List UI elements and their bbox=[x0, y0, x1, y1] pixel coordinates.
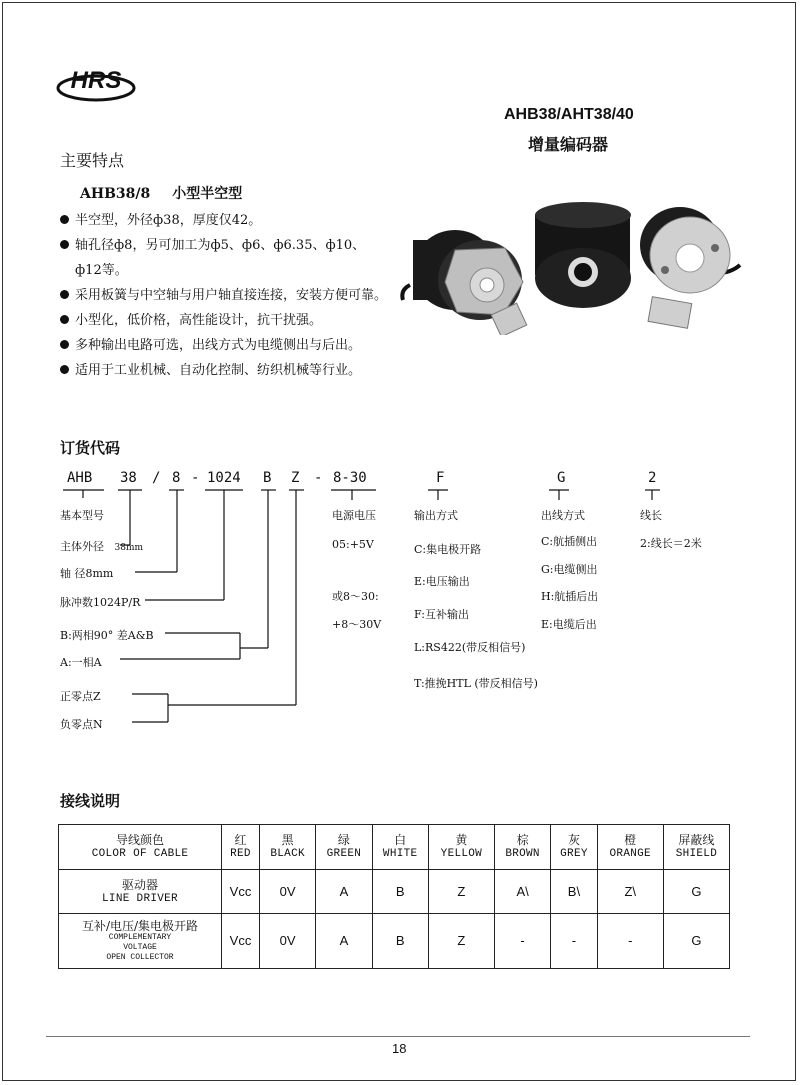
table-cell: Z bbox=[428, 870, 494, 914]
cable-exit-option: H:航插后出 bbox=[541, 590, 599, 603]
code-label-zero-positive: 正零点Z bbox=[60, 690, 101, 703]
cable-exit-option: G:电缆侧出 bbox=[541, 563, 598, 576]
code-segment: 8 bbox=[172, 470, 181, 486]
code-segment: B bbox=[263, 470, 272, 486]
table-cell: Vcc bbox=[222, 914, 260, 969]
code-segment: Z bbox=[291, 470, 300, 486]
code-separator: - bbox=[191, 470, 200, 486]
table-cell: A bbox=[316, 914, 372, 969]
features-model: AHB38/8 bbox=[80, 186, 151, 202]
code-segment: 1024 bbox=[207, 470, 241, 486]
header-cell: 白 WHITE bbox=[372, 825, 428, 870]
feature-item: 小型化，低价格，高性能设计，抗干扰强。 bbox=[60, 309, 322, 328]
voltage-heading: 电源电压 bbox=[332, 509, 376, 522]
code-label-pulse: 脉冲数1024P/R bbox=[60, 596, 141, 609]
table-cell: G bbox=[663, 870, 729, 914]
table-cell: Z bbox=[428, 914, 494, 969]
voltage-option: 05:+5V bbox=[332, 538, 374, 551]
table-row bbox=[59, 870, 730, 914]
output-option: C:集电极开路 bbox=[414, 543, 482, 556]
code-label-outer-diameter: 主体外径 38mm bbox=[60, 540, 144, 553]
table-cell: B bbox=[372, 914, 428, 969]
page-number: 18 bbox=[392, 1041, 407, 1056]
product-model-title: AHB38/AHT38/40 bbox=[504, 106, 634, 123]
table-cell: A\ bbox=[494, 870, 550, 914]
output-option: L:RS422(带反相信号) bbox=[414, 641, 526, 654]
table-cell: - bbox=[494, 914, 550, 969]
table-cell: 0V bbox=[259, 870, 315, 914]
header-cell: 棕 BROWN bbox=[494, 825, 550, 870]
header-cell: 绿 GREEN bbox=[316, 825, 372, 870]
wiring-table bbox=[58, 824, 730, 969]
code-label-base-model: 基本型号 bbox=[60, 509, 104, 522]
code-separator: / bbox=[152, 470, 161, 486]
code-separator: - bbox=[314, 470, 323, 486]
code-segment: G bbox=[557, 470, 566, 486]
voltage-option: +8～30V bbox=[332, 618, 382, 631]
output-option: F:互补输出 bbox=[414, 608, 469, 621]
code-label-shaft: 轴 径8mm bbox=[60, 567, 114, 580]
header-cell: 黑 BLACK bbox=[259, 825, 315, 870]
table-cell: Z\ bbox=[597, 870, 663, 914]
table-cell: Vcc bbox=[222, 870, 260, 914]
header-cell: 黄 YELLOW bbox=[428, 825, 494, 870]
feature-item: 轴孔径ф8，另可加工为ф5、ф6、ф6.35、ф10、 bbox=[60, 234, 365, 253]
output-option: E:电压输出 bbox=[414, 575, 470, 588]
features-heading: 主要特点 bbox=[60, 151, 125, 170]
row-label-cell: 互补/电压/集电极开路 COMPLEMENTARY VOLTAGE OPEN COLLECTOR bbox=[59, 914, 222, 969]
feature-item-continued: ф12等。 bbox=[75, 263, 128, 278]
output-heading: 输出方式 bbox=[414, 509, 458, 522]
code-label-phase-a: A:一相A bbox=[60, 656, 102, 669]
output-option: T:推挽HTL (带反相信号) bbox=[414, 677, 538, 690]
code-label-zero-negative: 负零点N bbox=[60, 718, 103, 731]
table-cell: B\ bbox=[551, 870, 597, 914]
table-row bbox=[59, 914, 730, 969]
cable-length-heading: 线长 bbox=[640, 509, 662, 522]
brand-logo-text: HRS bbox=[70, 67, 122, 94]
feature-item: 采用板簧与中空轴与用户轴直接连接，安装方便可靠。 bbox=[60, 284, 387, 303]
header-cell: 屏蔽线 SHIELD bbox=[663, 825, 729, 870]
cable-exit-heading: 出线方式 bbox=[541, 509, 585, 522]
header-cell: 橙 ORANGE bbox=[597, 825, 663, 870]
feature-item: 多种输出电路可选，出线方式为电缆侧出与后出。 bbox=[60, 334, 361, 353]
cable-exit-option: E:电缆后出 bbox=[541, 618, 597, 631]
cable-length-option: 2:线长＝2米 bbox=[640, 537, 702, 550]
code-segment: 38 bbox=[120, 470, 137, 486]
voltage-option: 或8～30: bbox=[332, 590, 379, 603]
header-cell: 导线颜色 COLOR OF CABLE bbox=[59, 825, 222, 870]
table-cell: - bbox=[551, 914, 597, 969]
code-segment: 8-30 bbox=[333, 470, 367, 486]
cable-exit-option: C:航插侧出 bbox=[541, 535, 598, 548]
row-label-cell: 驱动器 LINE DRIVER bbox=[59, 870, 222, 914]
table-cell: 0V bbox=[259, 914, 315, 969]
product-type-title: 增量编码器 bbox=[528, 137, 609, 154]
code-segment: AHB bbox=[67, 470, 93, 486]
wiring-heading: 接线说明 bbox=[60, 793, 121, 810]
feature-item: 适用于工业机械、自动化控制、纺织机械等行业。 bbox=[60, 359, 361, 378]
header-cell: 灰 GREY bbox=[551, 825, 597, 870]
table-cell: G bbox=[663, 914, 729, 969]
table-row bbox=[59, 825, 730, 870]
code-label-phase-b: B:两相90° 差A&B bbox=[60, 629, 154, 642]
feature-item: 半空型，外径ф38，厚度仅42。 bbox=[60, 209, 261, 228]
features-type: 小型半空型 bbox=[172, 186, 243, 202]
table-cell: - bbox=[597, 914, 663, 969]
table-cell: B bbox=[372, 870, 428, 914]
table-cell: A bbox=[316, 870, 372, 914]
code-segment: F bbox=[436, 470, 445, 486]
footer-divider bbox=[46, 1036, 750, 1037]
order-code-heading: 订货代码 bbox=[60, 440, 121, 457]
code-segment: 2 bbox=[648, 470, 657, 486]
header-cell: 红 RED bbox=[222, 825, 260, 870]
